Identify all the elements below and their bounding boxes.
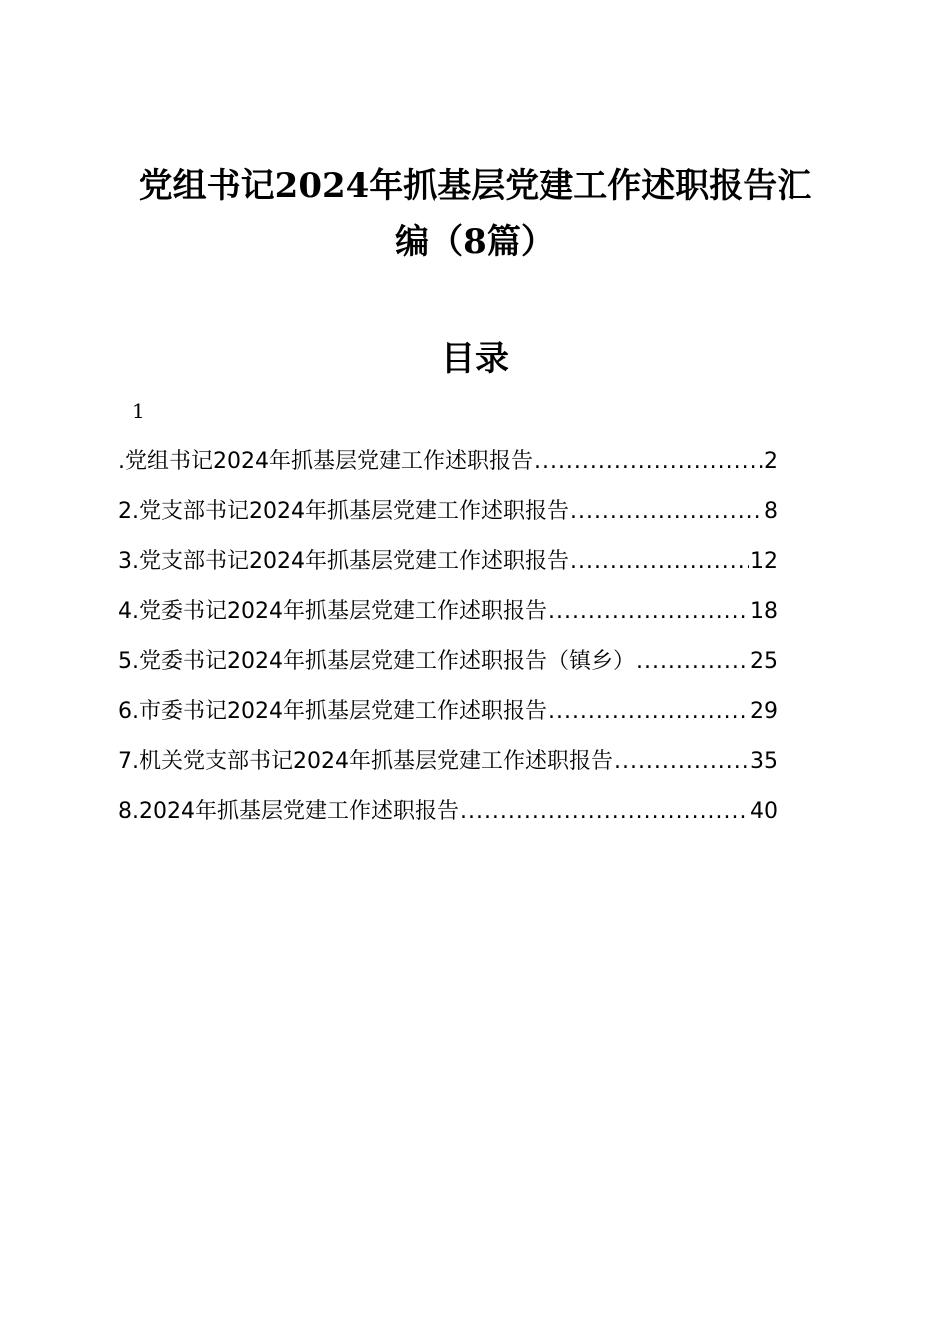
toc-item-page: 18 <box>750 599 778 624</box>
toc-item-page: 29 <box>750 699 778 724</box>
toc-item-page: 12 <box>750 549 778 574</box>
toc-dot-leader <box>548 590 749 634</box>
toc-item-page: 8 <box>764 499 778 524</box>
toc-heading: 目录 <box>441 339 509 379</box>
toc-item-4[interactable] <box>118 590 778 640</box>
toc-item-text: 6.市委书记2024年抓基层党建工作述职报告 <box>118 699 547 724</box>
toc-item-8[interactable] <box>118 790 778 840</box>
toc-item-text: 8.2024年抓基层党建工作述职报告 <box>118 799 459 824</box>
toc-stray-number: 1 <box>132 399 145 423</box>
toc-item-page: 25 <box>750 649 778 674</box>
toc-item-text: 2.党支部书记2024年抓基层党建工作述职报告 <box>118 499 569 524</box>
toc-item-text: 3.党支部书记2024年抓基层党建工作述职报告 <box>118 549 569 574</box>
document-title-line1: 党组书记2024年抓基层党建工作述职报告汇 <box>138 166 812 206</box>
toc-item-6[interactable] <box>118 690 778 740</box>
toc-item-text: 7.机关党支部书记2024年抓基层党建工作述职报告 <box>118 749 613 774</box>
toc-item-3[interactable] <box>118 540 778 590</box>
document-title <box>80 158 870 270</box>
toc-dot-leader <box>460 790 749 834</box>
toc-dot-leader <box>636 640 749 684</box>
toc-item-page: 35 <box>750 749 778 774</box>
toc-item-2[interactable] <box>118 490 778 540</box>
table-of-contents <box>118 440 778 840</box>
toc-dot-leader <box>534 440 763 484</box>
document-title-line2: 编（8篇） <box>395 222 555 262</box>
toc-item-1[interactable] <box>118 440 778 490</box>
toc-item-5[interactable] <box>118 640 778 690</box>
toc-item-page: 40 <box>750 799 778 824</box>
toc-item-page: 2 <box>764 449 778 474</box>
toc-item-text: 4.党委书记2024年抓基层党建工作述职报告 <box>118 599 547 624</box>
toc-dot-leader <box>570 540 749 584</box>
toc-item-7[interactable] <box>118 740 778 790</box>
toc-item-text: 5.党委书记2024年抓基层党建工作述职报告（镇乡） <box>118 649 635 674</box>
toc-dot-leader <box>614 740 749 784</box>
toc-item-text: .党组书记2024年抓基层党建工作述职报告 <box>118 449 533 474</box>
toc-dot-leader <box>548 690 749 734</box>
toc-dot-leader <box>570 490 763 534</box>
